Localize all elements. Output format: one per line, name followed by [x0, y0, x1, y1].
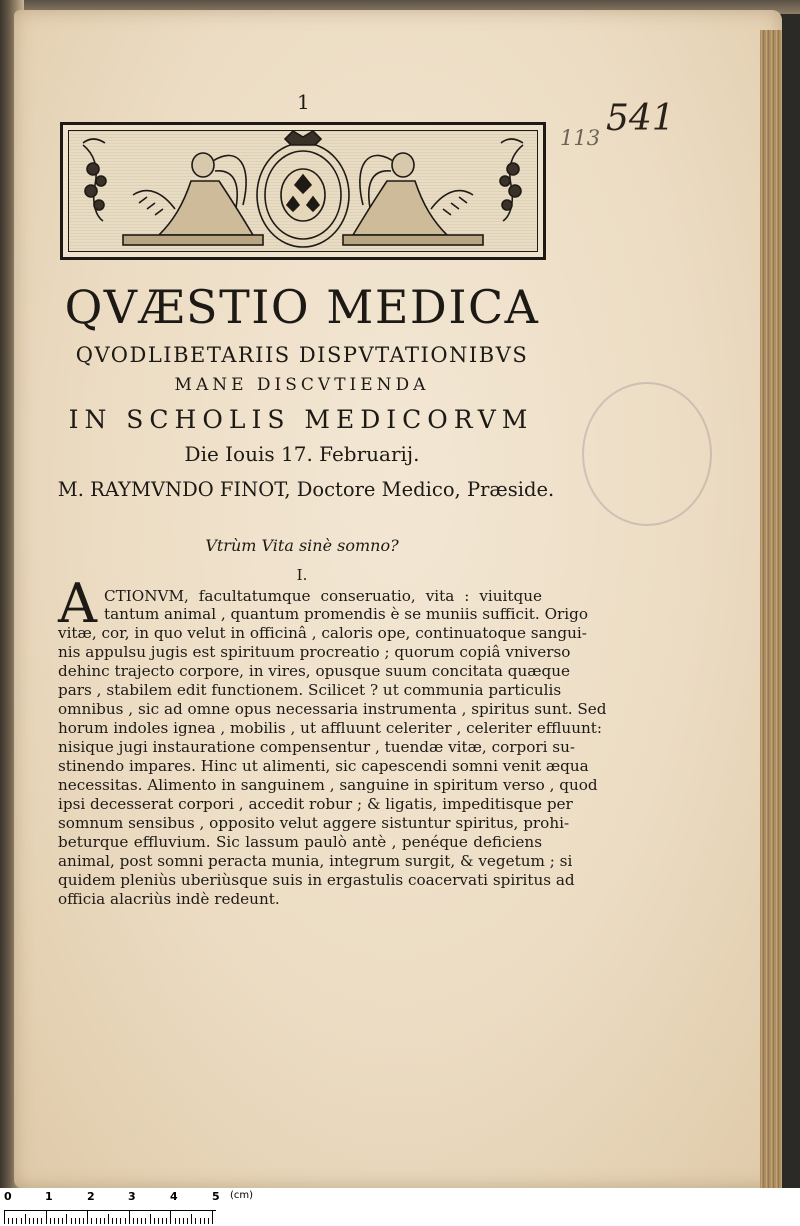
ruler-tick: [183, 1218, 184, 1224]
page-mark: 1: [297, 90, 310, 114]
body-line: tantum animal , quantum promendis è se muniis sufficit. Origo: [104, 605, 588, 623]
ruler-tick: [33, 1218, 34, 1224]
ruler-tick: [120, 1218, 121, 1224]
ruler-tick: [133, 1218, 134, 1224]
ruler-tick: [195, 1218, 196, 1224]
ruler-tick: [4, 1210, 5, 1224]
ruler-tick: [116, 1218, 117, 1224]
ruler-tick: [75, 1218, 76, 1224]
page-fore-edge: [760, 30, 782, 1202]
ruler-tick: [50, 1218, 51, 1224]
scale-ruler: [0, 1188, 800, 1226]
ruler-tick: [166, 1218, 167, 1224]
title-line-1: QVÆSTIO MEDICA: [64, 280, 540, 334]
section-number: I.: [296, 566, 308, 584]
library-stamp: [582, 382, 712, 526]
ruler-tick: [150, 1214, 151, 1224]
ruler-tick: [104, 1218, 105, 1224]
ruler-tick: [187, 1218, 188, 1224]
body-line: ipsi decesserat corpori , accedit robur ; & ligatis, impeditisque per: [58, 795, 573, 813]
title-line-2: QVODLIBETARIIS DISPVTATIONIBVS: [75, 343, 529, 367]
ruler-tick: [66, 1214, 67, 1224]
body-line: somnum sensibus , opposito velut aggere sistuntur spiritus, prohi-: [58, 814, 570, 832]
ruler-tick: [179, 1218, 180, 1224]
body-line: pars , stabilem edit functionem. Scilicet ? ut communia particulis: [58, 681, 562, 699]
ruler-tick: [145, 1218, 146, 1224]
body-line: vitæ, cor, in quo velut in officinâ , caloris ope, continuatoque sangui-: [58, 624, 587, 642]
ruler-number: 3: [128, 1190, 136, 1203]
ruler-tick: [83, 1218, 84, 1224]
ruler-tick: [25, 1214, 26, 1224]
ruler-tick: [158, 1218, 159, 1224]
ruler-tick: [58, 1218, 59, 1224]
ruler-tick: [54, 1218, 55, 1224]
headpiece-ornament-icon: [63, 125, 543, 257]
ruler-tick: [125, 1218, 126, 1224]
body-line: dehinc trajecto corpore, in vires, opusque suum concitata quæque: [58, 662, 570, 680]
ruler-tick: [200, 1218, 201, 1224]
ruler-number: 5: [212, 1190, 220, 1203]
ruler-tick: [137, 1218, 138, 1224]
body-line: omnibus , sic ad omne opus necessaria instrumenta , spiritus sunt. Sed: [58, 700, 607, 718]
ruler-tick: [29, 1218, 30, 1224]
ruler-bar: [4, 1210, 216, 1211]
drop-cap: A: [58, 572, 97, 635]
ruler-tick: [162, 1218, 163, 1224]
ruler-tick: [21, 1218, 22, 1224]
title-line-4: IN SCHOLIS MEDICORVM: [68, 405, 534, 434]
ruler-tick: [87, 1210, 88, 1224]
ruler-tick: [62, 1218, 63, 1224]
body-line: horum indoles ignea , mobilis , ut affluunt celeriter , celeriter effluunt:: [58, 719, 602, 737]
ruler-number: 0: [4, 1190, 12, 1203]
ruler-tick: [46, 1210, 47, 1224]
ruler-tick: [141, 1218, 142, 1224]
thesis-question: Vtrùm Vita sinè somno?: [205, 536, 399, 555]
ruler-tick: [204, 1218, 205, 1224]
ruler-number: 2: [87, 1190, 95, 1203]
ruler-tick: [170, 1210, 171, 1224]
body-line: necessitas. Alimento in sanguinem , sanguine in spiritum verso , quod: [58, 776, 598, 794]
pencil-note: 113: [560, 126, 601, 150]
ruler-tick: [12, 1218, 13, 1224]
engraved-headpiece: [60, 122, 546, 260]
ruler-tick: [79, 1218, 80, 1224]
ruler-number: 4: [170, 1190, 178, 1203]
body-line: animal, post somni peracta munia, integrum surgit, & vegetum ; si: [58, 852, 573, 870]
ruler-tick: [96, 1218, 97, 1224]
folio-number: 541: [606, 98, 675, 139]
ruler-tick: [129, 1210, 130, 1224]
ruler-tick: [175, 1218, 176, 1224]
ruler-tick: [212, 1210, 213, 1224]
ruler-tick: [191, 1214, 192, 1224]
body-line: beturque effluvium. Sic lassum paulò antè , penéque deficiens: [58, 833, 542, 851]
ruler-tick: [16, 1218, 17, 1224]
ruler-tick: [208, 1218, 209, 1224]
body-line: nisique jugi instauratione compensentur , tuendæ vitæ, corpori su-: [58, 738, 576, 756]
ruler-unit: (cm): [230, 1190, 254, 1201]
body-line: quidem pleniùs uberiùsque suis in ergastulis coacervati spiritus ad: [58, 871, 575, 889]
title-date: Die Iouis 17. Februarij.: [184, 442, 420, 466]
body-line: stinendo impares. Hinc ut alimenti, sic capescendi somni venit æqua: [58, 757, 589, 775]
body-line: CTIONVM, facultatumque conseruatio, vita : viuitque: [104, 587, 542, 605]
title-president: M. RAYMVNDO FINOT, Doctore Medico, Præside.: [57, 478, 555, 501]
ruler-tick: [154, 1218, 155, 1224]
title-line-3: MANE DISCVTIENDA: [174, 375, 430, 395]
ruler-tick: [41, 1218, 42, 1224]
ruler-tick: [71, 1218, 72, 1224]
ruler-tick: [91, 1218, 92, 1224]
ruler-number: 1: [45, 1190, 53, 1203]
ruler-tick: [37, 1218, 38, 1224]
ruler-tick: [8, 1218, 9, 1224]
ruler-tick: [112, 1218, 113, 1224]
ruler-tick: [108, 1214, 109, 1224]
ruler-tick: [100, 1218, 101, 1224]
body-line: nis appulsu jugis est spirituum procreatio ; quorum copiâ vniverso: [58, 643, 571, 661]
body-line: officia alacriùs indè redeunt.: [58, 890, 280, 908]
